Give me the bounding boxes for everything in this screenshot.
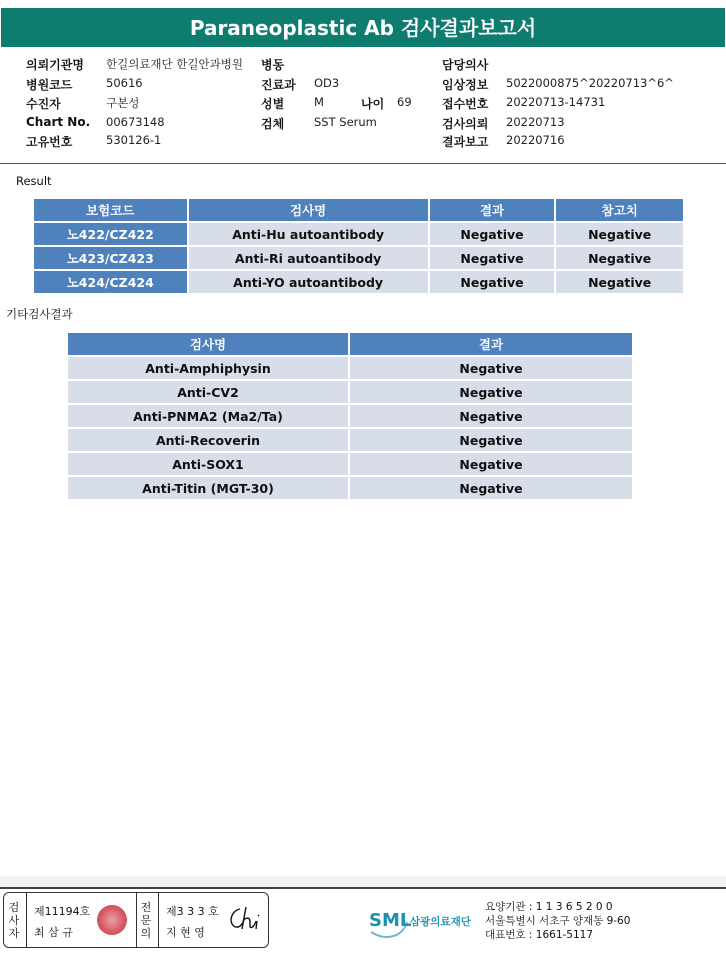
ward-label: 병동 bbox=[261, 58, 285, 72]
table-row bbox=[34, 223, 683, 245]
examiner-label-char: 자 bbox=[8, 927, 20, 940]
signature-divider bbox=[26, 893, 27, 947]
sml-logo bbox=[367, 900, 479, 940]
table-row bbox=[68, 429, 632, 451]
table-row bbox=[68, 357, 632, 379]
table-row bbox=[68, 477, 632, 499]
header-insurance-code: 보험코드 bbox=[34, 199, 187, 221]
header-test-name: 검사명 bbox=[68, 333, 348, 355]
examiner-label-char: 검 bbox=[8, 901, 20, 914]
result-cell: Negative bbox=[350, 357, 632, 379]
handwritten-signature bbox=[226, 903, 264, 935]
result-cell: Negative bbox=[430, 247, 555, 269]
hospital-code-value: 50616 bbox=[106, 76, 143, 90]
test-name-cell: Anti-Ri autoantibody bbox=[189, 247, 428, 269]
test-name-cell: Anti-CV2 bbox=[68, 381, 348, 403]
doctor-label: 담당의사 bbox=[442, 58, 489, 72]
accession-label: 접수번호 bbox=[442, 97, 489, 111]
age-label: 나이 bbox=[361, 97, 385, 111]
reference-cell: Negative bbox=[556, 271, 683, 293]
logo-text: SML bbox=[369, 910, 412, 931]
footer-band bbox=[0, 876, 726, 887]
header-result: 결과 bbox=[430, 199, 555, 221]
result-cell: Negative bbox=[430, 223, 555, 245]
unique-label: 고유번호 bbox=[26, 135, 73, 149]
table-row bbox=[68, 405, 632, 427]
examiner-name: 최 삼 규 bbox=[34, 926, 73, 939]
reference-cell: Negative bbox=[556, 247, 683, 269]
signature-divider bbox=[158, 893, 159, 947]
report-date-label: 결과보고 bbox=[442, 135, 489, 149]
test-name-cell: Anti-Titin (MGT-30) bbox=[68, 477, 348, 499]
test-name-cell: Anti-Hu autoantibody bbox=[189, 223, 428, 245]
age-value: 69 bbox=[397, 95, 412, 109]
signature-box bbox=[3, 892, 269, 948]
dept-label: 진료과 bbox=[261, 78, 296, 92]
header-reference: 참고치 bbox=[556, 199, 683, 221]
result-cell: Negative bbox=[350, 477, 632, 499]
org-address: 서울특별시 서초구 양재동 9-60 bbox=[485, 915, 631, 927]
institution-value: 한길의료재단 한길안과병원 bbox=[106, 57, 243, 71]
specialist-vertical-label bbox=[139, 901, 153, 940]
chart-label: Chart No. bbox=[26, 115, 91, 129]
patient-label: 수진자 bbox=[26, 97, 61, 111]
patient-value: 구본성 bbox=[106, 96, 140, 110]
examiner-seal bbox=[97, 905, 127, 935]
result-cell: Negative bbox=[350, 405, 632, 427]
table-row bbox=[34, 247, 683, 269]
patient-info-block bbox=[0, 52, 726, 164]
specialist-license: 제3 3 3 호 bbox=[166, 905, 219, 918]
signature-divider bbox=[136, 893, 137, 947]
insurance-code-cell: 노422/CZ422 bbox=[34, 223, 187, 245]
test-name-cell: Anti-PNMA2 (Ma2/Ta) bbox=[68, 405, 348, 427]
dept-value: OD3 bbox=[314, 76, 340, 90]
test-name-cell: Anti-SOX1 bbox=[68, 453, 348, 475]
request-value: 20220713 bbox=[506, 115, 565, 129]
org-phone: 대표번호 : 1661-5117 bbox=[485, 929, 594, 941]
report-title: Paraneoplastic Ab 검사결과보고서 bbox=[1, 8, 725, 47]
org-info-block bbox=[485, 900, 630, 942]
result-cell: Negative bbox=[350, 453, 632, 475]
info-divider bbox=[0, 163, 726, 164]
examiner-license: 제11194호 bbox=[34, 905, 91, 918]
test-name-cell: Anti-Recoverin bbox=[68, 429, 348, 451]
header-test-name: 검사명 bbox=[189, 199, 428, 221]
unique-value: 530126-1 bbox=[106, 133, 162, 147]
result-section-label: Result bbox=[16, 174, 52, 188]
header-result: 결과 bbox=[350, 333, 632, 355]
specimen-label: 검체 bbox=[261, 117, 285, 131]
result-cell: Negative bbox=[350, 429, 632, 451]
test-name-cell: Anti-YO autoantibody bbox=[189, 271, 428, 293]
result-cell: Negative bbox=[430, 271, 555, 293]
sex-value: M bbox=[314, 95, 324, 109]
examiner-vertical-label bbox=[7, 901, 21, 940]
other-table-header bbox=[68, 333, 632, 355]
specimen-value: SST Serum bbox=[314, 115, 377, 129]
request-label: 검사의뢰 bbox=[442, 117, 489, 131]
examiner-label-char: 사 bbox=[8, 914, 20, 927]
clinical-label: 임상정보 bbox=[442, 78, 489, 92]
institution-label: 의뢰기관명 bbox=[26, 58, 84, 72]
report-date-value: 20220716 bbox=[506, 133, 565, 147]
table-row bbox=[68, 453, 632, 475]
org-code: 요양기관 : 1 1 3 6 5 2 0 0 bbox=[485, 901, 613, 913]
result-table bbox=[32, 197, 685, 295]
insurance-code-cell: 노423/CZ423 bbox=[34, 247, 187, 269]
chart-value: 00673148 bbox=[106, 115, 165, 129]
specialist-label-char: 문 bbox=[140, 914, 152, 927]
reference-cell: Negative bbox=[556, 223, 683, 245]
specialist-name: 지 현 영 bbox=[166, 926, 205, 939]
org-name: 삼광의료재단 bbox=[410, 916, 471, 928]
specialist-label-char: 전 bbox=[140, 901, 152, 914]
specialist-label-char: 의 bbox=[140, 927, 152, 940]
result-table-header bbox=[34, 199, 683, 221]
accession-value: 20220713-14731 bbox=[506, 95, 606, 109]
clinical-value: 5022000875^20220713^6^ bbox=[506, 76, 674, 90]
footer-divider bbox=[0, 887, 726, 889]
table-row bbox=[68, 381, 632, 403]
sex-label: 성별 bbox=[261, 97, 285, 111]
insurance-code-cell: 노424/CZ424 bbox=[34, 271, 187, 293]
result-cell: Negative bbox=[350, 381, 632, 403]
test-name-cell: Anti-Amphiphysin bbox=[68, 357, 348, 379]
table-row bbox=[34, 271, 683, 293]
other-results-table bbox=[66, 331, 634, 501]
hospital-code-label: 병원코드 bbox=[26, 78, 73, 92]
other-section-label: 기타검사결과 bbox=[6, 307, 73, 321]
